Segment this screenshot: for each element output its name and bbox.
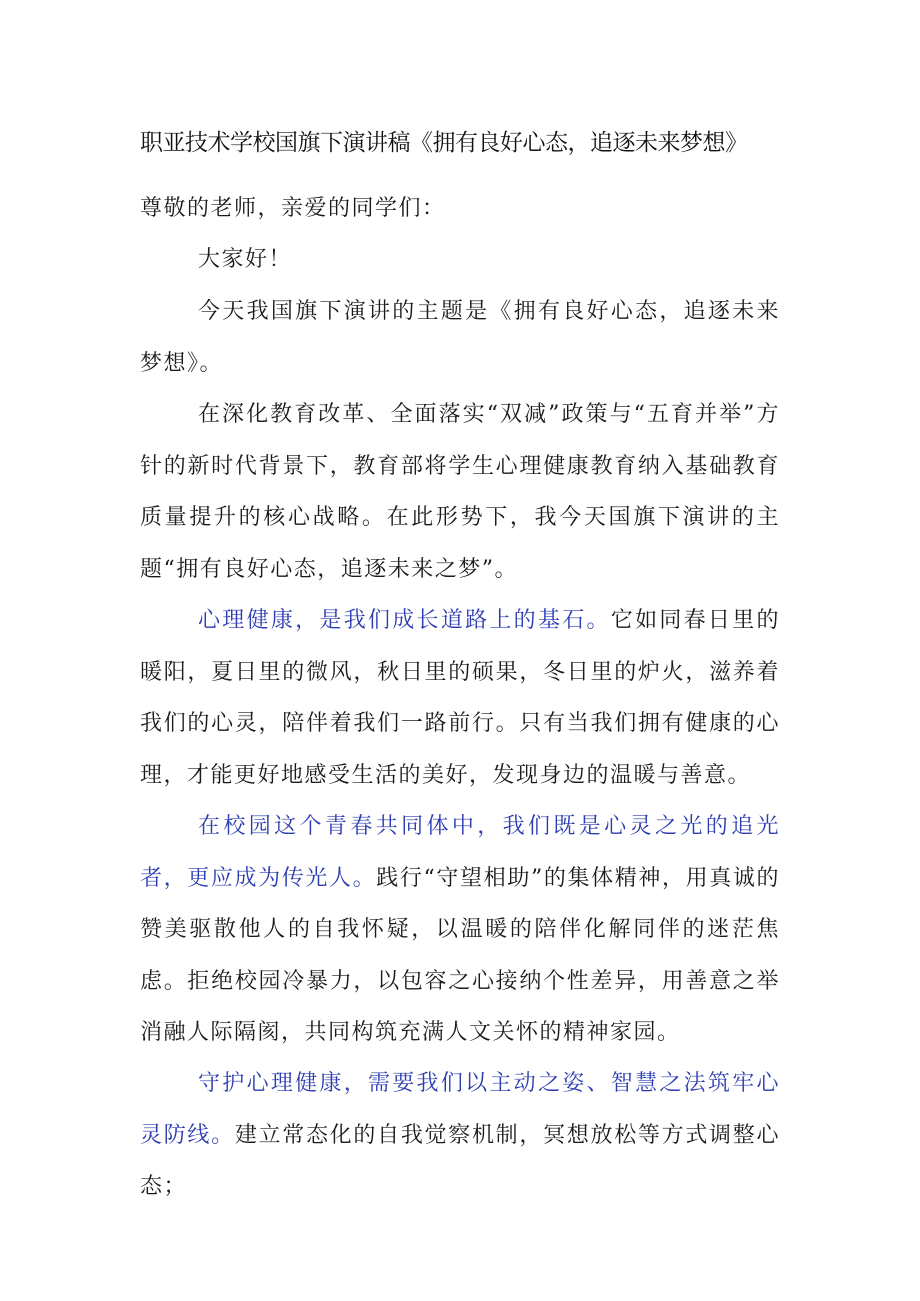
salutation: 尊敬的老师，亲爱的同学们： [140,196,446,221]
paragraph-protect [140,1058,780,1213]
paragraph-text: 建立常态化的自我觉察机制，冥想放松等方式调整心态； [140,1122,780,1199]
greeting: 大家好！ [198,247,293,272]
document-title: 职亚技术学校国旗下演讲稿《拥有良好心态，追逐未来梦想》 [140,130,748,156]
paragraph-topic [140,286,780,389]
paragraph-campus [140,801,780,1059]
paragraph-highlight: 心理健康，是我们成长道路上的基石。 [198,608,611,633]
paragraph-text: 今天我国旗下演讲的主题是《拥有良好心态，追逐未来梦想》。 [140,299,780,376]
paragraph-text: 践行“守望相助”的集体精神，用真诚的赞美驱散他人的自我怀疑，以温暖的陪伴化解同伴的迷茫焦虑。拒绝校园冷暴力，以包容之心接纳个性差异，用善意之举消融人际隔阂，共同构筑充满人文关怀的精神家园。 [140,865,780,1045]
paragraph-highlight: 在校园这个青春共同体中，我们既是心灵之光的追光者，更应成为传光人。 [140,814,780,891]
paragraph-text: 在深化教育改革、全面落实“双减”政策与“五育并举”方针的新时代背景下，教育部将学生心理健康教育纳入基础教育质量提升的核心战略。在此形势下，我今天国旗下演讲的主题“拥有良好心态，追逐未来之梦”。 [140,402,780,582]
paragraph-text: 它如同春日里的暖阳，夏日里的微风，秋日里的硕果，冬日里的炉火，滋养着我们的心灵，陪伴着我们一路前行。只有当我们拥有健康的心理，才能更好地感受生活的美好，发现身边的温暖与善意。 [140,608,780,788]
paragraph-background [140,389,780,595]
paragraph-highlight: 守护心理健康，需要我们以主动之姿、智慧之法筑牢心灵防线。 [140,1071,780,1148]
paragraph-mental-health [140,595,780,801]
